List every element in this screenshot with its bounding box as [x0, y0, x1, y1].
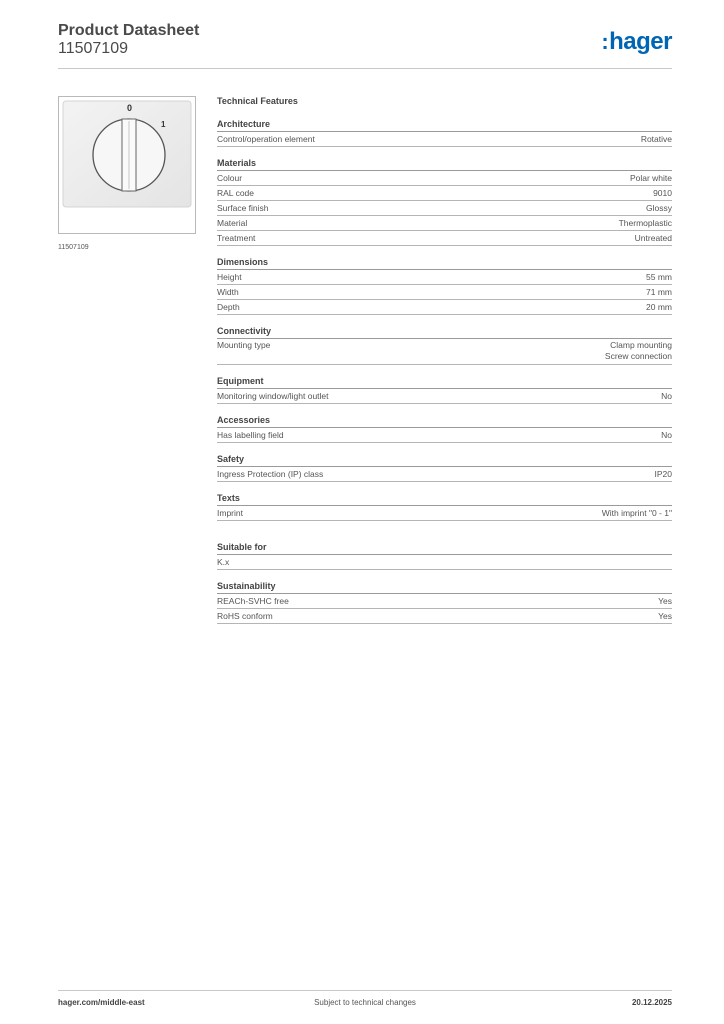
spec-value-line: IP20	[654, 469, 672, 479]
spec-label: REACh-SVHC free	[217, 596, 289, 606]
section-title: Architecture	[217, 118, 672, 132]
spec-label: Treatment	[217, 233, 256, 243]
logo-text: hager	[609, 28, 672, 55]
spec-label: Height	[217, 272, 242, 282]
spec-label: Material	[217, 218, 248, 228]
rotary-switch-illustration	[59, 97, 195, 233]
spec-row	[217, 506, 672, 521]
spec-section	[217, 492, 672, 521]
section-title: Safety	[217, 453, 672, 467]
spec-section	[217, 325, 672, 365]
spec-value	[653, 186, 672, 200]
footer-notice: Subject to technical changes	[314, 998, 416, 1007]
section-title: Connectivity	[217, 325, 672, 339]
logo-colon-icon: :	[601, 29, 609, 54]
spec-label: RAL code	[217, 188, 255, 198]
spec-label: Ingress Protection (IP) class	[217, 469, 324, 479]
spec-value-line: Untreated	[634, 233, 672, 243]
spec-section	[217, 414, 672, 443]
spec-row	[217, 467, 672, 482]
spec-value	[635, 231, 672, 245]
spec-value-line: 9010	[653, 188, 672, 198]
spec-row	[217, 216, 672, 231]
spec-value	[641, 132, 672, 146]
section-title: Equipment	[217, 375, 672, 389]
spec-row	[217, 339, 672, 365]
spec-section	[217, 118, 672, 147]
product-image	[58, 96, 196, 234]
footer-date: 20.12.2025	[631, 998, 672, 1007]
page-header	[58, 22, 672, 68]
spec-value	[661, 389, 672, 403]
spec-label: K.x	[217, 557, 230, 567]
technical-features-title: Technical Features	[217, 96, 298, 106]
spec-value-line: Polar white	[629, 173, 672, 183]
technical-features	[217, 94, 672, 634]
spec-value	[619, 216, 672, 230]
spec-value	[658, 594, 672, 608]
spec-value-line: 20 mm	[646, 302, 672, 312]
spec-row	[217, 285, 672, 300]
dial-label-0: 0	[127, 103, 133, 113]
spec-value-line: No	[661, 391, 672, 401]
spec-row	[217, 201, 672, 216]
spec-value	[646, 201, 672, 215]
spec-value	[661, 428, 672, 442]
section-title: Accessories	[217, 414, 672, 428]
spec-value	[646, 300, 672, 314]
hager-logo	[601, 28, 672, 56]
spec-value-line: Yes	[658, 596, 672, 606]
header-divider	[58, 68, 672, 69]
footer-website: hager.com/middle-east	[58, 998, 145, 1007]
spec-row	[217, 186, 672, 201]
spec-section	[217, 541, 672, 570]
spec-label: RoHS conform	[217, 611, 273, 621]
spec-value-line: Thermoplastic	[618, 218, 672, 228]
spec-value	[630, 171, 672, 185]
page-title: Product Datasheet	[58, 22, 200, 39]
article-number: 11507109	[58, 40, 128, 57]
section-title: Sustainability	[217, 580, 672, 594]
dial-label-1: 1	[161, 120, 166, 129]
spec-label: Monitoring window/light outlet	[217, 391, 329, 401]
spec-value	[646, 270, 672, 284]
spec-section	[217, 375, 672, 404]
spec-value-line: Glossy	[646, 203, 672, 213]
spec-value-line: Yes	[658, 611, 672, 621]
spec-label: Surface finish	[217, 203, 269, 213]
spec-label: Depth	[217, 302, 240, 312]
spec-value-line: Clamp mounting	[610, 340, 672, 350]
image-caption: 11507109	[58, 244, 89, 251]
spec-label: Imprint	[217, 508, 243, 518]
spec-row	[217, 300, 672, 315]
spec-section	[217, 157, 672, 246]
spec-row	[217, 594, 672, 609]
spec-value-line: 55 mm	[646, 272, 672, 282]
section-title: Materials	[217, 157, 672, 171]
section-title: Texts	[217, 492, 672, 506]
spec-row	[217, 389, 672, 404]
spec-section	[217, 453, 672, 482]
spec-value-line: No	[661, 430, 672, 440]
spec-value	[655, 467, 673, 481]
footer-divider	[58, 990, 672, 991]
spec-value-line: Screw connection	[604, 351, 672, 361]
spec-row	[217, 270, 672, 285]
spec-row	[217, 132, 672, 147]
spec-section	[217, 580, 672, 624]
spec-row	[217, 555, 672, 570]
spec-label: Width	[217, 287, 239, 297]
section-title: Suitable for	[217, 541, 672, 555]
spec-value-line: 71 mm	[646, 287, 672, 297]
spec-label: Colour	[217, 173, 243, 183]
spec-label: Control/operation element	[217, 134, 315, 144]
spec-value	[658, 609, 672, 623]
spec-section	[217, 256, 672, 315]
spec-value	[646, 285, 672, 299]
spec-value-line: With imprint "0 - 1"	[601, 508, 672, 518]
spec-label: Has labelling field	[217, 430, 284, 440]
section-title: Dimensions	[217, 256, 672, 270]
spec-value-line: Rotative	[640, 134, 672, 144]
spec-row	[217, 428, 672, 443]
spec-row	[217, 231, 672, 246]
spec-row	[217, 171, 672, 186]
spec-value	[605, 340, 672, 362]
spec-value	[602, 506, 672, 520]
spec-label: Mounting type	[217, 340, 271, 350]
spec-row	[217, 609, 672, 624]
